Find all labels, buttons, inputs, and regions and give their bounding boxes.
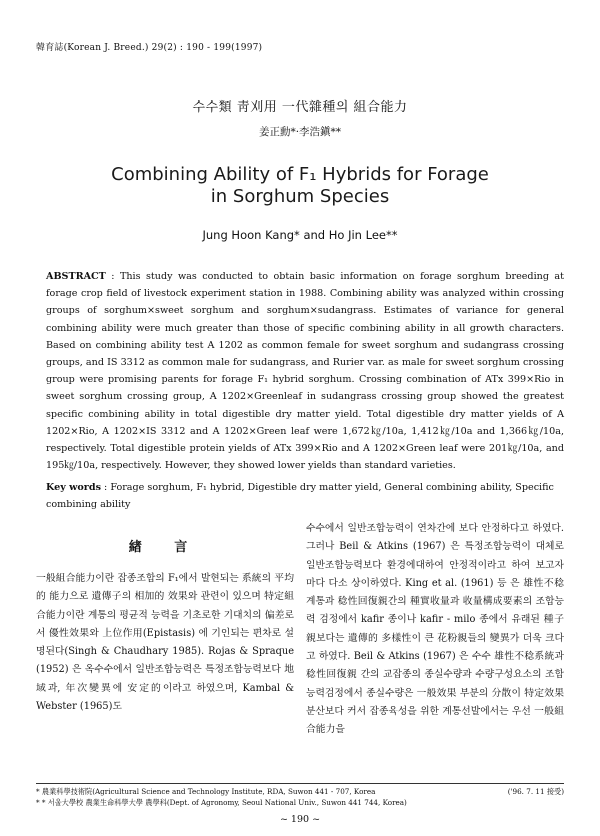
footnote-2: * * 서울大學校 農業生命科學大學 農學科(Dept. of Agronomy, Seoul National Univ., Suwon 441 744, Korea) [36,798,407,807]
keywords [46,479,564,513]
right-column-text: 수수에서 일반조합능력이 연차간에 보다 안정하다고 하였다. 그러나 Beil & Atkins (1967) 은 특정조합능력이 대체로 일반조합능력보다 환경에대하여 안정적이라고 하여 보고자마다 다소 상이하였다. King et al. (1961) 등 은 雄性不稔 계통과 稔性回復親간의 種實收量과 收量構成要素의 조합능력 검정에서 kafir 종이나 kafir - milo 종에서 유래된 種子親보다는 遺傳的 多樣性이 큰 花粉親들의 變異가 더욱 크다고 하였다. Beil & Atkins (1967) 은 수수 雄性不稔系統과 稔性回復親 간의 교잡종의 종실수량과 수량구성요소의 조합능력검정에서 종실수량은 一般效果 부분의 分散이 特定效果 분산보다 커서 잡종육성을 위한 계통선발에서는 우선 一般組合能力을 [306,523,564,736]
abstract-label: ABSTRACT [46,271,106,282]
page-number: ~ 190 ~ [279,814,321,825]
abstract [46,268,564,474]
korean-title: 수수類 靑刈用 一代雜種의 組合能力 [192,100,408,115]
english-title [0,164,600,208]
left-column-text: 一般組合能力이란 잡종조합의 F₁에서 발현되는 系統의 平均的 能力으로 遺傳子의 相加的 效果와 관련이 있으며 特定組合能力이란 계통의 평균적 능력을 기초로한 기대치의 偏差로서 優性效果와 上位作用(Epistasis) 에 기인되는 편차로 설명된다(Singh & Chaudhary 1985). Rojas & Spraque (1952) 은 옥수수에서 일반조합능력은 특정조합능력보다 地域과, 年次變異에 安定的이라고 하였으며, Kambal & Webster (1965)도 [36,573,294,713]
english-title-line1: Combining Ability of F₁ Hybrids for Forage [111,164,489,185]
journal-header: 韓育誌(Korean J. Breed.) 29(2) : 190 - 199(1997) [36,43,263,53]
footnote-1-text: * 農業科學技術院(Agricultural Science and Technology Institute, RDA, Suwon 441 - 707, Korea [36,787,376,796]
footnote-1 [36,786,564,797]
keywords-text: : Forage sorghum, F₁ hybrid, Digestible dry matter yield, General combining ability, Specific combining ability [46,482,554,510]
received-date: ('96. 7. 11 接受) [507,787,564,796]
english-authors: Jung Hoon Kang* and Ho Jin Lee** [202,228,398,242]
abstract-text: : This study was conducted to obtain basic information on forage sorghum breeding at forage crop field of livestock experiment station in 1988. Combining ability was analyzed within crossing groups of sorghum×sweet sorghum and sorghum×sudangrass. Estimates of variance for general combining ability were much greater than those of specific combining ability in all growth characters. Based on combining ability test A 1202 as common female for sweet sorghum and sudangrass crossing groups, and IS 3312 as common male for sudangrass, and Rurier var. as male for sweet sorghum crossing group were promising parents for forage F₁ hybrid sorghum. Crossing combination of ATx 399×Rio in sweet sorghum crossing group, A 1202×Greenleaf in sudangrass crossing group showed the greatest specific combining ability in total digestible dry matter yield. Total digestible dry matter yields of A 1202×Rio, A 1202×IS 3312 and A 1202×Green leaf were 1,672㎏/10a, 1,412㎏/10a and 1,366㎏/10a, respectively. Total digestible protein yields of ATx 399×Rio and A 1202×Green leaf were 201㎏/10a, and 195㎏/10a, respectively. However, they showed lower yields than standard varieties. [46,271,564,472]
english-title-line2: in Sorghum Species [210,186,390,207]
footnote-divider [36,783,564,784]
section-heading: 緖 言 [128,540,202,555]
keywords-label: Key words [46,482,101,493]
korean-authors: 姜正勳*·李浩鎭** [258,126,342,138]
